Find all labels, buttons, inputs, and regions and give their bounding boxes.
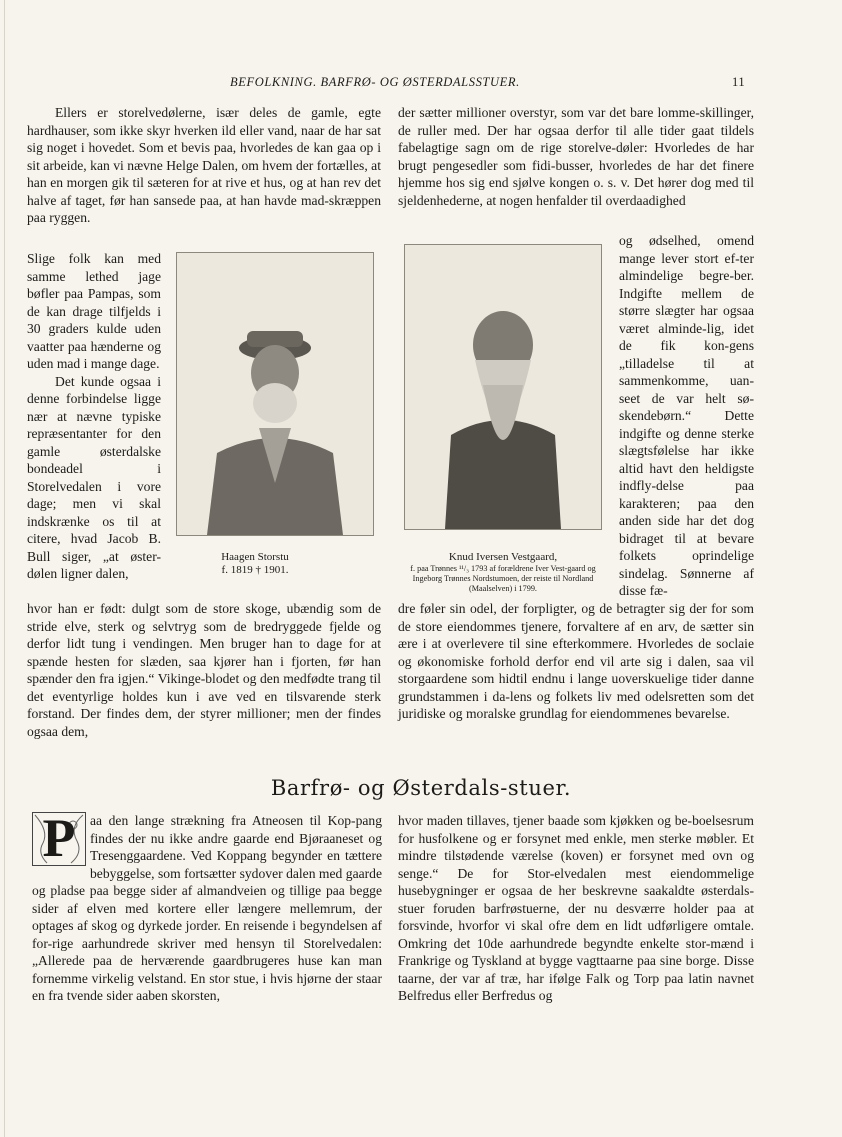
portrait-photo-knud <box>404 244 602 530</box>
portrait-illustration-icon <box>177 253 373 535</box>
paragraph: hvor maden tillaves, tjener baade som kjøkken og be-boelsesrum for husfolkene og er forsynet med enkle, men sterke møbler. Et mindre tilstødende værelse (koven) er forsynet med ovn og senge.“ De for Stor-elvedalen mest eiendommelige husebygninger er ogsaa de her beskrevne saakaldte østerdals-stuer foruden barfrøstuerne, der nu desværre holder paa at forsvinde, hvorfor vi skal ofre dem en lidt udførligere omtale. Omkring det 10de aarhundrede begyndte enkelte stor-mænd i Frankrige og Tyskland at bygge vagttaarne paa sine borge. Disse taarne, der var af træ, har ifølge Falk og Torp paa latin navnet Belfredus eller Berfredus og <box>398 813 754 1003</box>
paragraph: der sætter millioner overstyr, som var det bare lomme-skillinger, de ruller med. Der har ogsaa derfor til alle tider gaat tildels fabelagtige sagn om de rige storelve-døler: Hvorledes de har brugt pengesedler som fidi-busser, hvorledes de har det finere hjemme hos sig end sjølve kongen o. s. v. Det hører dog med til sjeldenhederne, at nogen henfalder til overdaadighed <box>398 105 754 208</box>
right-col-narrow <box>619 232 754 600</box>
paragraph: og ødselhed, omend mange lever stort ef-ter almindelige begre-ber. Indgifte mellem de større slægter har ogsaa været alminde-lig, idet de fik kon-gens „tilladelse til at sammenkomme, uan-seet de var helt sø-skendebørn.“ Dette indgifte og denne sterke slægtsfølelse har ikke altid havt den heldigste indfly-delse paa karakteren; paa den anden side har det dog bidraget til at bevare folkets oprindelige sindelag. Sønnerne af disse fæ- <box>619 233 754 598</box>
paragraph: dre føler sin odel, der forpligter, og de betragter sig der for som de store eiendommes tjenere, forvaltere af en arv, de sætter sin ære i at overlevere til sine efterkommere. Hvorledes de soclaie og økonomiske forhold derfor end vil arte sig i dalen, saa vil storgaardene som hidtil endnu i lange uoverskuelige tider danne grundstammen i da-lens og folkets liv med odelsretten som det juridiske og moralske grundlag for eiendommenes bevarelse. <box>398 601 754 721</box>
page-number: 11 <box>732 75 746 89</box>
page-edge <box>4 0 5 1137</box>
right-col-top <box>398 104 754 209</box>
caption-dates: f. 1819 † 1901. <box>221 564 289 576</box>
caption-haagen <box>185 551 325 577</box>
portrait-photo-haagen <box>176 252 374 536</box>
section-right-col <box>398 812 754 1005</box>
left-col-top <box>27 104 381 227</box>
portrait-illustration-icon <box>405 245 601 529</box>
section-title: Barfrø- og Østerdals-stuer. <box>270 776 572 800</box>
section-left-col <box>32 808 382 1005</box>
paragraph: Det kunde ogsaa i denne forbindelse ligge nær at nævne typiske repræsentanter for den gamle østerdalske bondeadel i Storelvedalen i vore dage; men vi skal indskrænke os til at citere, hvad Jacob B. Bull siger, „at øster-dølen ligner dalen, <box>27 373 161 581</box>
header-title: BEFOLKNING. BARFRØ- OG ØSTERDALSSTUER. <box>230 75 520 89</box>
caption-detail: f. paa Trønnes ¹¹/₃ 1793 af forældrene Iver Vest-gaard og Ingeborg Trønnes Nordstumoen, der reiste til Nordland (Maalselven) i 1799. <box>410 564 596 593</box>
running-header <box>0 73 842 93</box>
paragraph: aa den lange strækning fra Atneosen til Kop-pang findes der nu ikke andre gaarde end Bjøraaneset og Tresenggaardene. Ved Koppang begynder en tættere bebyggelse, som fortsætter sydover dalen med gaarde og pladse paa begge sider af almandveien og tillige paa begge sider af elven med kortere eller længere mellemrum, der optages af skog og dyrkede jorder. En reisende i begyndelsen af for-rige aarhundrede skriver med hensyn til Storelvedalen: „Allerede paa de herværende gaardbrugeres huse kan man fornemme virkelig velstand. En stor stue, i hvis hjørne der staar en fra tvende sider aaben skorsten, <box>32 813 382 1003</box>
left-col-narrow <box>27 250 161 583</box>
caption-name: Knud Iversen Vestgaard, <box>448 551 558 563</box>
caption-knud <box>400 551 606 594</box>
caption-name: Haagen Storstu <box>221 551 289 563</box>
paragraph: Ellers er storelvedølerne, især deles de gamle, egte hardhauser, som ikke skyr hverken ild eller vand, naar de har sat sig noget i hovedet. Som et bevis paa, hvorledes de kan gaa op i sit arbeide, kan vi nævne Helge Dalen, om hvem der fortælles, at han en morgen gik til sæteren for at rive et hus, og at han rev det halve af taget, før han sansede paa, at han havde mad-skræppen paa ryggen. <box>27 105 381 225</box>
left-col-bottom <box>27 600 381 740</box>
drop-cap-letter: P <box>42 808 76 868</box>
paragraph: Slige folk kan med samme lethed jage bøfler paa Pampas, som de kan drage tilfjelds i 30 graders kulde uden vaatter paa hænderne og uden mad i mange dage. <box>27 251 161 371</box>
paragraph: hvor han er født: dulgt som de store skoge, ubændig som de stride elve, sterk og selvtryg som de bredryggede fjelde og derfor lidt tung i vendingen. Men bruger han to dage for at spænde hesten for slæden, saa kjører han i fjorten, før han spænder den fra igjen.“ Vikinge-blodet og den medfødte trang til det eventyrlige holdes kun i ave ved en tilsvarende sterk forstand. Der findes dem, der styrer millioner; men der findes ogsaa dem, <box>27 601 381 739</box>
drop-cap <box>32 808 86 868</box>
right-col-bottom <box>398 600 754 723</box>
